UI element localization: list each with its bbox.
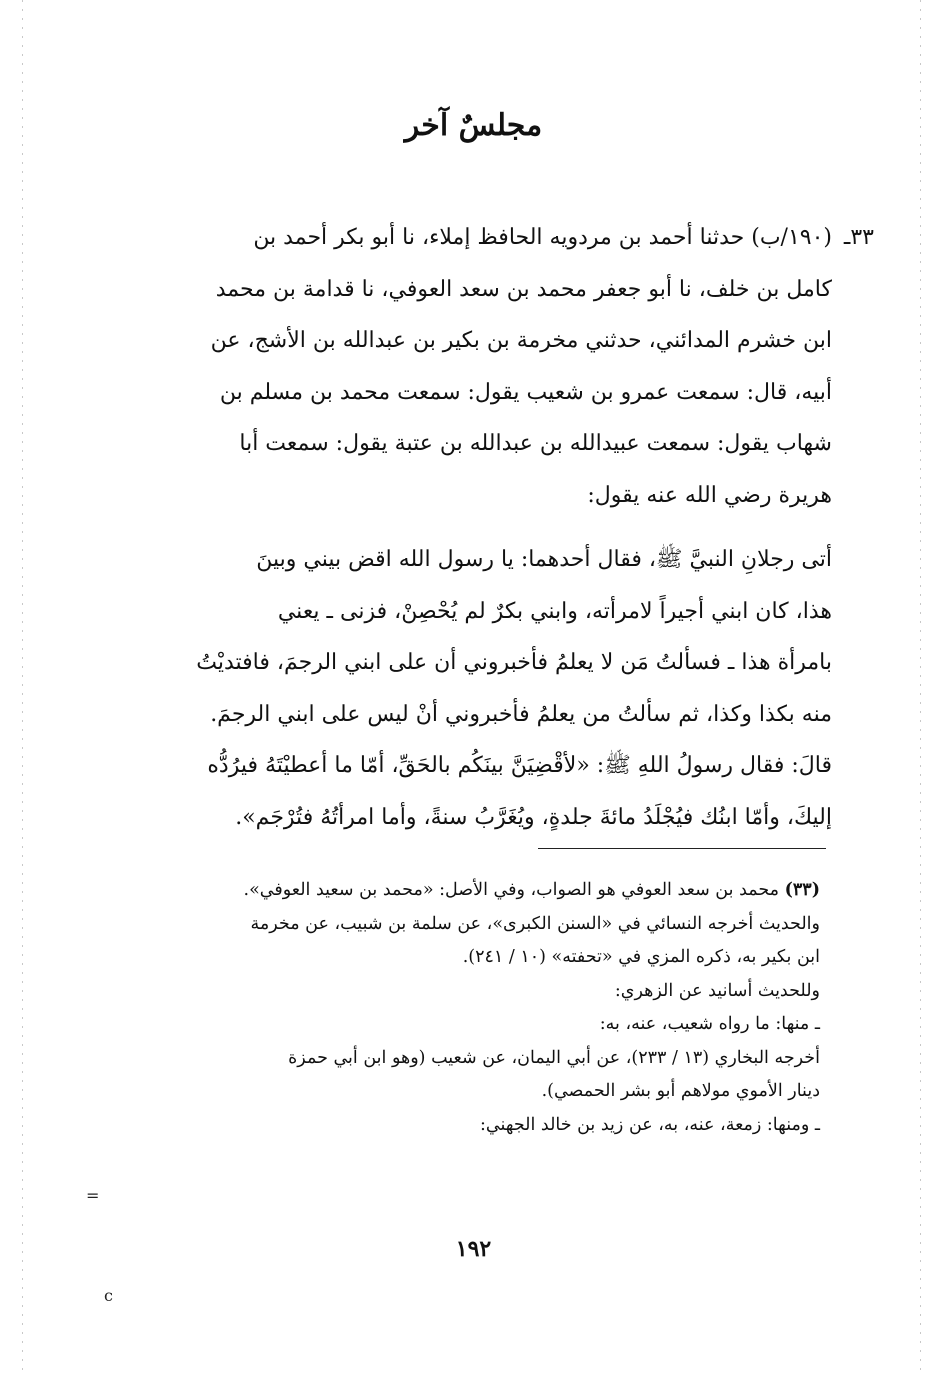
- hadith-number: ٣٣ـ: [843, 225, 874, 250]
- hadith-text: [128, 212, 874, 843]
- footnote-number: (٣٣): [784, 880, 820, 900]
- footnote-text: محمد بن سعد العوفي هو الصواب، وفي الأصل: «محمد بن سعيد العوفي».: [243, 880, 780, 900]
- matn-line: بامرأة هذا ـ فسألتُ مَن لا يعلمُ فأخبروني أن على ابني الرجمَ، فافتديْتُ: [196, 650, 832, 675]
- margin-guide-left: [22, 0, 23, 1373]
- matn-line: إليكَ، وأمّا ابنُك فيُجْلَدُ مائةَ جلدةٍ، ويُغَرَّبُ سنةً، وأما امرأتُهُ فتُرْجَم».: [235, 804, 832, 830]
- matn-line: هذا، كان ابني أجيراً لامرأته، وابني بكرٌ لم يُحْصِنْ، فزنى ـ يعني: [277, 598, 832, 624]
- page-title: مجلسٌ آخر: [404, 108, 543, 143]
- isnad-line: هريرة رضي الله عنه يقول:: [587, 482, 832, 508]
- isnad-line: شهاب يقول: سمعت عبيدالله بن عبدالله بن عتبة يقول: سمعت أبا: [239, 431, 832, 456]
- footnote-line: دينار الأموي مولاهم أبو بشر الحمصي).: [541, 1081, 820, 1101]
- footnotes: [120, 874, 820, 1142]
- footnote-line: والحديث أخرجه النسائي في «السنن الكبرى»، عن سلمة بن شبيب، عن مخرمة: [250, 913, 820, 934]
- footnote-line: ـ ومنها: زمعة، عنه، به، عن زيد بن خالد الجهني:: [480, 1114, 820, 1135]
- edge-mark-equals: =: [86, 1186, 100, 1205]
- footnote-line: أخرجه البخاري (١٣ / ٢٣٣)، عن أبي اليمان، عن شعيب (وهو ابن أبي حمزة: [288, 1047, 820, 1068]
- matn-line: منه بكذا وكذا، ثم سألتُ من يعلمُ فأخبروني أنْ ليس على ابني الرجمَ.: [210, 701, 832, 727]
- footnote-line: ـ منها: ما رواه شعيب، عنه، به:: [599, 1014, 820, 1034]
- footnote-line: [120, 874, 820, 908]
- edge-mark-c: c: [104, 1286, 113, 1305]
- isnad-line: أبيه، قال: سمعت عمرو بن شعيب يقول: سمعت محمد بن مسلم بن: [219, 379, 832, 405]
- isnad-line: ابن خشرم المدائني، حدثني مخرمة بن بكير بن عبدالله بن الأشج، عن: [210, 328, 832, 353]
- isnad-line: (١٩٠/ب) حدثنا أحمد بن مردويه الحافظ إملاء، نا أبو بكر أحمد بن: [253, 225, 832, 250]
- matn-line: قالَ: فقال رسولُ اللهِ ﷺ: «لأقْضِيَنَّ بينَكُم بالحَقِّ، أمّا ما أعطيْتَهُ فيرُدُّه: [207, 753, 832, 778]
- page-number: ١٩٢: [455, 1236, 492, 1262]
- matn-line: أتى رجلانِ النبيَّ ﷺ، فقال أحدهما: يا رسول الله اقض بيني وبينَ: [256, 547, 832, 572]
- footnote-divider: [538, 848, 826, 849]
- footnote-line: وللحديث أسانيد عن الزهري:: [614, 980, 820, 1001]
- isnad-line: كامل بن خلف، نا أبو جعفر محمد بن سعد العوفي، نا قدامة بن محمد: [215, 276, 832, 302]
- footnote-line: ابن بكير به، ذكره المزي في «تحفته» (١٠ / ٢٤١).: [462, 947, 820, 967]
- margin-guide-right: [920, 0, 921, 1373]
